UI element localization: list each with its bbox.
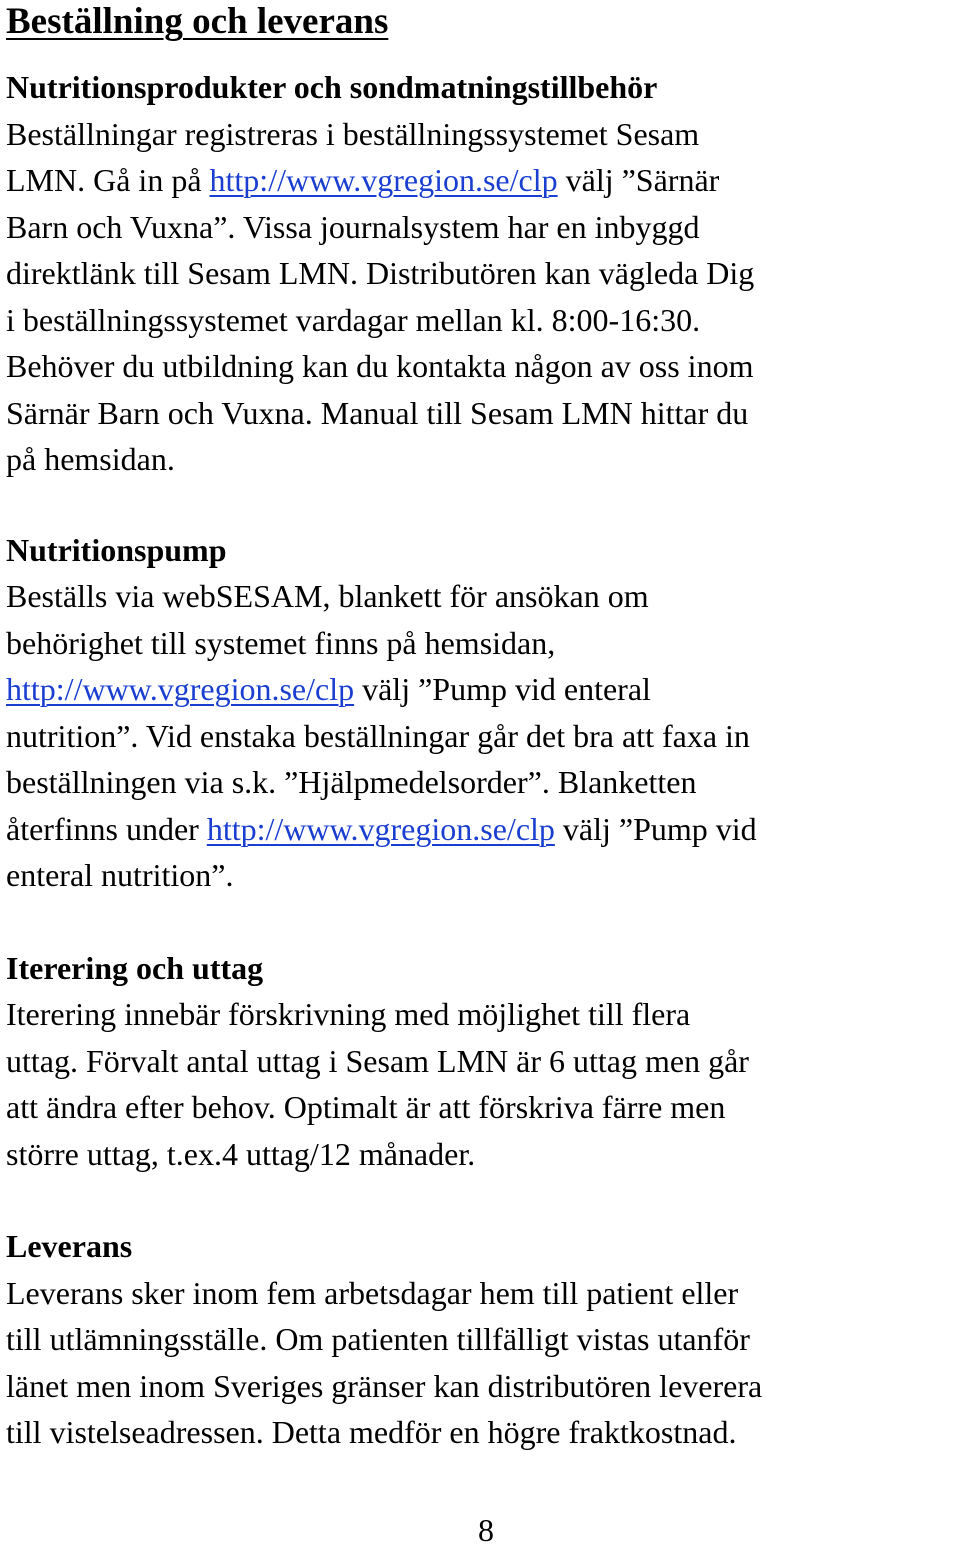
text-fragment: återfinns under bbox=[6, 810, 207, 847]
text-line: större uttag, t.ex.4 uttag/12 månader. bbox=[6, 1135, 476, 1172]
text-line: Barn och Vuxna”. Vissa journalsystem har en inbyggd bbox=[6, 208, 700, 245]
vgregion-clp-link[interactable]: http://www.vgregion.se/clp bbox=[206, 810, 555, 847]
section-iterering bbox=[6, 945, 958, 1178]
text-line: att ändra efter behov. Optimalt är att förskriva färre men bbox=[6, 1089, 726, 1125]
text-line: Beställningar registreras i beställningssystemet Sesam bbox=[6, 115, 700, 152]
section-nutrition-products bbox=[6, 64, 958, 483]
text-line: Behöver du utbildning kan du kontakta någon av oss inom bbox=[6, 348, 754, 384]
text-line: behörighet till systemet finns på hemsidan, bbox=[6, 624, 556, 661]
section-body-nutrition-pump bbox=[6, 573, 958, 899]
page-title: Beställning och leverans bbox=[6, 1, 389, 42]
section-body-nutrition-products bbox=[6, 111, 958, 483]
text-line-with-link bbox=[6, 806, 958, 853]
text-line: på hemsidan. bbox=[6, 441, 175, 477]
vgregion-clp-link[interactable]: http://www.vgregion.se/clp bbox=[209, 162, 558, 198]
text-line-with-link bbox=[6, 666, 958, 713]
text-line: till vistelseadressen. Detta medför en högre fraktkostnad. bbox=[6, 1414, 737, 1450]
document-page bbox=[6, 0, 958, 1456]
text-line: Särnär Barn och Vuxna. Manual till Sesam LMN hittar du bbox=[6, 394, 749, 431]
section-heading-nutrition-pump: Nutritionspump bbox=[6, 531, 227, 568]
text-fragment: välj ”Särnär bbox=[557, 162, 720, 198]
text-line: länet men inom Sveriges gränser kan distributören leverera bbox=[6, 1367, 763, 1404]
vgregion-clp-link[interactable]: http://www.vgregion.se/clp bbox=[6, 671, 355, 707]
text-line: i beställningssystemet vardagar mellan kl. 8:00-16:30. bbox=[6, 301, 701, 338]
text-line: till utlämningsställe. Om patienten tillfälligt vistas utanför bbox=[6, 1321, 750, 1357]
text-line-with-link bbox=[6, 157, 958, 204]
section-heading-leverans: Leverans bbox=[6, 1228, 133, 1264]
text-line: Leverans sker inom fem arbetsdagar hem till patient eller bbox=[6, 1274, 739, 1311]
section-leverans bbox=[6, 1223, 958, 1456]
section-body-iterering bbox=[6, 991, 958, 1177]
page-number: 8 bbox=[478, 1512, 494, 1548]
text-fragment: välj ”Pump vid enteral bbox=[354, 671, 651, 707]
text-line: uttag. Förvalt antal uttag i Sesam LMN är 6 uttag men går bbox=[6, 1042, 749, 1079]
section-heading-iterering: Iterering och uttag bbox=[6, 949, 264, 986]
text-line: nutrition”. Vid enstaka beställningar går det bra att faxa in bbox=[6, 717, 750, 754]
text-line: Iterering innebär förskrivning med möjlighet till flera bbox=[6, 996, 691, 1032]
text-fragment: välj ”Pump vid bbox=[554, 810, 757, 847]
text-line: direktlänk till Sesam LMN. Distributören kan vägleda Dig bbox=[6, 255, 755, 291]
text-line: beställningen via s.k. ”Hjälpmedelsorder”. Blanketten bbox=[6, 764, 697, 800]
text-fragment: LMN. Gå in på bbox=[6, 162, 210, 198]
section-body-leverans bbox=[6, 1270, 958, 1456]
section-nutrition-pump bbox=[6, 527, 958, 899]
text-line: enteral nutrition”. bbox=[6, 857, 234, 893]
text-line: Beställs via webSESAM, blankett för ansökan om bbox=[6, 578, 649, 614]
section-heading-nutrition-products: Nutritionsprodukter och sondmatningstillbehör bbox=[6, 69, 658, 105]
